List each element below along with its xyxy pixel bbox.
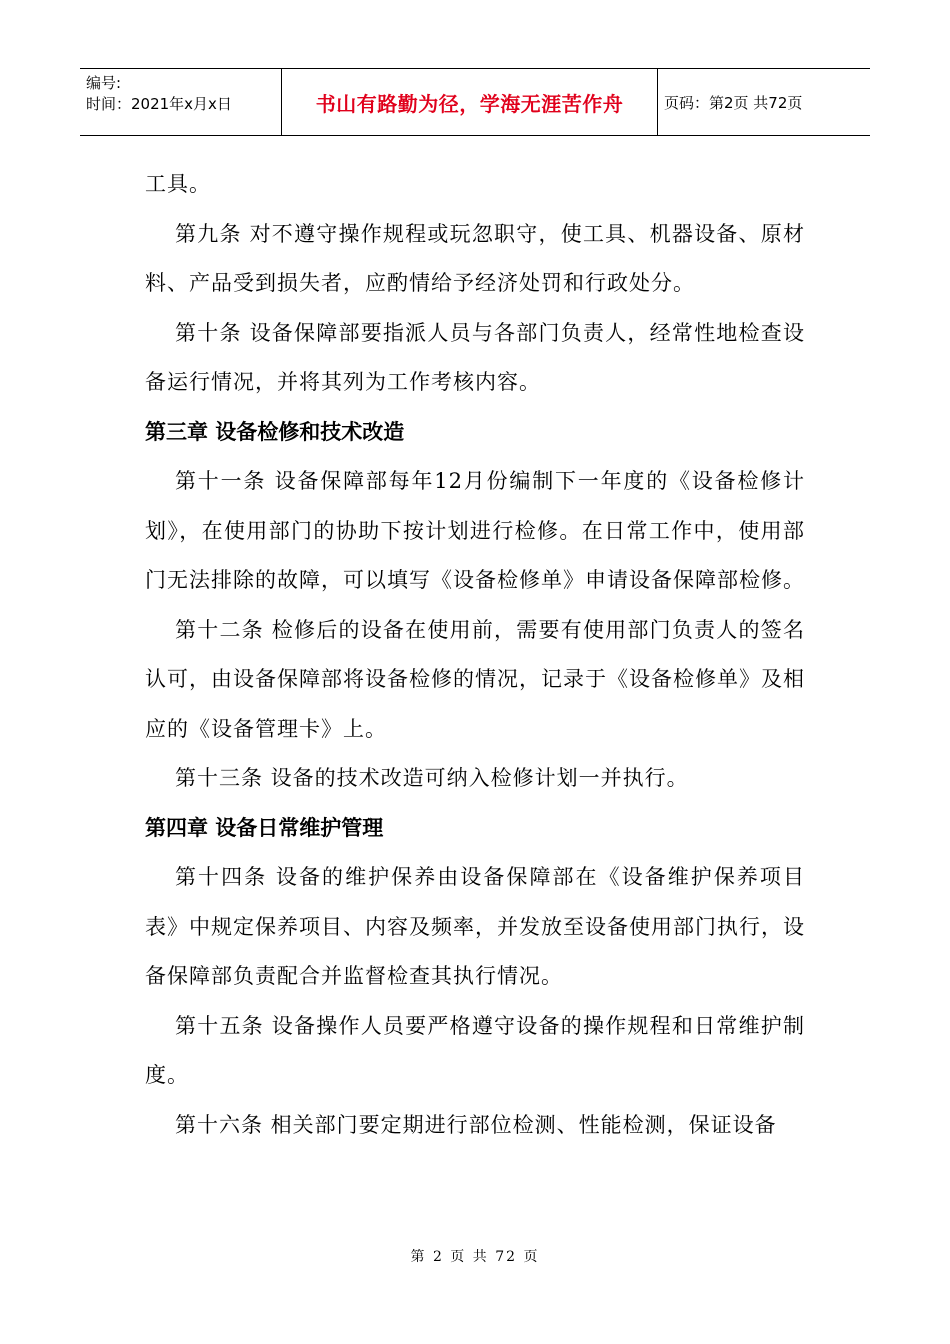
article-14: 第十四条 设备的维护保养由设备保障部在《设备维护保养项目表》中规定保养项目、内容及频率，并发放至设备使用部门执行，设备保障部负责配合并监督检查其执行情况。 [145,865,805,988]
document-body [145,160,805,1150]
article-11: 第十一条 设备保障部每年12月份编制下一年度的《设备检修计划》，在使用部门的协助下按计划进行检修。在日常工作中，使用部门无法排除的故障，可以填写《设备检修单》申请设备保障部检修。 [145,469,805,592]
article-16: 第十六条 相关部门要定期进行部位检测、性能检测，保证设备 [175,1112,777,1137]
page-header [80,68,870,136]
chapter-3-heading: 第三章 设备检修和技术改造 [145,419,405,444]
header-motto: 书山有路勤为径，学海无涯苦作舟 [282,69,658,135]
number-label: 编号: [86,74,122,92]
page-footer: 第 2 页 共 72 页 [410,1249,540,1265]
paragraph: 工具。 [145,172,211,196]
header-info [80,69,282,135]
header-page-info: 页码：第2页 共72页 [664,93,803,112]
article-12: 第十二条 检修后的设备在使用前，需要有使用部门负责人的签名认可，由设备保障部将设备检修的情况，记录于《设备检修单》及相应的《设备管理卡》上。 [145,617,805,741]
article-15: 第十五条 设备操作人员要严格遵守设备的操作规程和日常维护制度。 [145,1013,805,1087]
article-13: 第十三条 设备的技术改造可纳入检修计划一并执行。 [175,766,689,790]
time-label: 时间：2021年x月x日 [86,95,232,113]
chapter-4-heading: 第四章 设备日常维护管理 [145,815,384,840]
article-9: 第九条 对不遵守操作规程或玩忽职守，使工具、机器设备、原材料、产品受到损失者，应酌情给予经济处罚和行政处分。 [145,221,805,295]
article-10: 第十条 设备保障部要指派人员与各部门负责人，经常性地检查设备运行情况，并将其列为工作考核内容。 [145,320,805,394]
